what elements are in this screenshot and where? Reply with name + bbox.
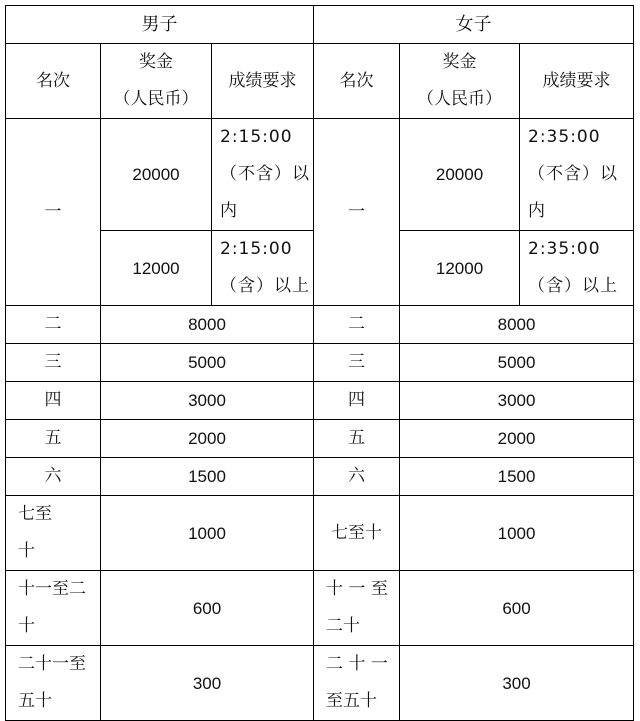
women-prize-cell: 8000 xyxy=(400,306,634,344)
men-prize-cell: 1000 xyxy=(101,496,314,571)
table-row xyxy=(6,382,634,420)
rank-line: 六 xyxy=(44,466,62,486)
men-prize-header xyxy=(101,44,212,119)
men-first-rank: 一 xyxy=(6,119,101,306)
men-rank-cell xyxy=(6,646,101,721)
women-prize-cell: 600 xyxy=(400,571,634,646)
column-header-row xyxy=(6,44,634,119)
men-rank-cell xyxy=(6,496,101,571)
prize-header-line2: （人民币） xyxy=(113,89,199,109)
men-prize-cell: 8000 xyxy=(101,306,314,344)
req-line: （含）以上 xyxy=(220,276,310,296)
women-prize-cell: 1500 xyxy=(400,458,634,496)
rank-line: 六 xyxy=(348,466,366,486)
men-first-prize-a: 20000 xyxy=(101,119,212,231)
women-rank-cell xyxy=(314,344,400,382)
req-line: 2:15:00 xyxy=(220,127,293,147)
table-row xyxy=(6,496,634,571)
men-first-prize-b: 12000 xyxy=(101,231,212,306)
women-first-prize-b: 12000 xyxy=(400,231,520,306)
men-rank-cell xyxy=(6,458,101,496)
rank-line: 二 十 一 xyxy=(326,654,388,674)
gender-header-row xyxy=(6,6,634,44)
rank-line: 十 xyxy=(18,616,35,636)
men-requirement-header: 成绩要求 xyxy=(212,44,314,119)
men-prize-cell: 1500 xyxy=(101,458,314,496)
men-prize-cell: 3000 xyxy=(101,382,314,420)
men-prize-cell: 600 xyxy=(101,571,314,646)
men-prize-cell: 5000 xyxy=(101,344,314,382)
rank-line: 四 xyxy=(44,390,62,410)
men-prize-cell: 300 xyxy=(101,646,314,721)
rank-line: 二 xyxy=(44,314,62,334)
req-line: （不含）以 xyxy=(220,164,310,184)
rank-line: 十 一 至 xyxy=(326,579,388,599)
women-rank-cell xyxy=(314,306,400,344)
rank-rows xyxy=(6,306,634,721)
men-first-req-b xyxy=(212,231,314,306)
rank-line: 二十 xyxy=(326,616,361,636)
prize-header-line1: 奖金 xyxy=(139,52,173,72)
prize-header-line2: （人民币） xyxy=(417,89,503,109)
req-line: 2:15:00 xyxy=(220,239,293,259)
women-rank-cell xyxy=(314,496,400,571)
rank-line: 二十一至 xyxy=(18,654,86,674)
men-rank-cell xyxy=(6,382,101,420)
req-line: （不含）以 xyxy=(528,164,619,184)
men-first-req-a xyxy=(212,119,314,231)
rank-line: 四 xyxy=(348,390,366,410)
men-prize-cell: 2000 xyxy=(101,420,314,458)
men-rank-cell xyxy=(6,344,101,382)
men-rank-cell xyxy=(6,571,101,646)
table-row xyxy=(6,420,634,458)
rank-line: 三 xyxy=(348,352,366,372)
women-prize-header xyxy=(400,44,520,119)
table-row xyxy=(6,646,634,721)
women-rank-cell xyxy=(314,571,400,646)
req-line: 内 xyxy=(220,201,238,221)
women-prize-cell: 3000 xyxy=(400,382,634,420)
women-first-req-b xyxy=(520,231,634,306)
women-prize-cell: 300 xyxy=(400,646,634,721)
women-rank-header: 名次 xyxy=(314,44,400,119)
men-rank-cell xyxy=(6,306,101,344)
women-first-rank: 一 xyxy=(314,119,400,306)
rank-line: 至五十 xyxy=(326,691,378,711)
women-rank-cell xyxy=(314,646,400,721)
table-row xyxy=(6,571,634,646)
men-rank-cell xyxy=(6,420,101,458)
women-prize-cell: 5000 xyxy=(400,344,634,382)
rank-line: 五 xyxy=(44,428,62,448)
women-prize-cell: 1000 xyxy=(400,496,634,571)
women-rank-cell xyxy=(314,382,400,420)
req-line: 2:35:00 xyxy=(528,239,601,259)
first-place-row-a xyxy=(6,119,634,231)
women-first-req-a xyxy=(520,119,634,231)
req-line: （含）以上 xyxy=(528,276,619,296)
rank-line: 七至十 xyxy=(331,522,383,543)
rank-line: 十 xyxy=(18,541,35,561)
req-line: 2:35:00 xyxy=(528,127,601,147)
prize-table xyxy=(5,5,634,721)
women-rank-cell xyxy=(314,420,400,458)
rank-line: 十一至二 xyxy=(18,579,86,599)
women-first-prize-a: 20000 xyxy=(400,119,520,231)
men-rank-header: 名次 xyxy=(6,44,101,119)
table-row xyxy=(6,306,634,344)
rank-line: 五十 xyxy=(18,691,52,711)
rank-line: 二 xyxy=(348,314,366,334)
req-line: 内 xyxy=(528,201,547,221)
rank-line: 三 xyxy=(44,352,62,372)
table-row xyxy=(6,344,634,382)
women-prize-cell: 2000 xyxy=(400,420,634,458)
women-rank-cell xyxy=(314,458,400,496)
table-row xyxy=(6,458,634,496)
women-header: 女子 xyxy=(314,6,634,44)
rank-line: 七至 xyxy=(18,504,52,524)
women-requirement-header: 成绩要求 xyxy=(520,44,634,119)
rank-line: 五 xyxy=(348,428,366,448)
men-header: 男子 xyxy=(6,6,314,44)
prize-header-line1: 奖金 xyxy=(442,52,477,72)
